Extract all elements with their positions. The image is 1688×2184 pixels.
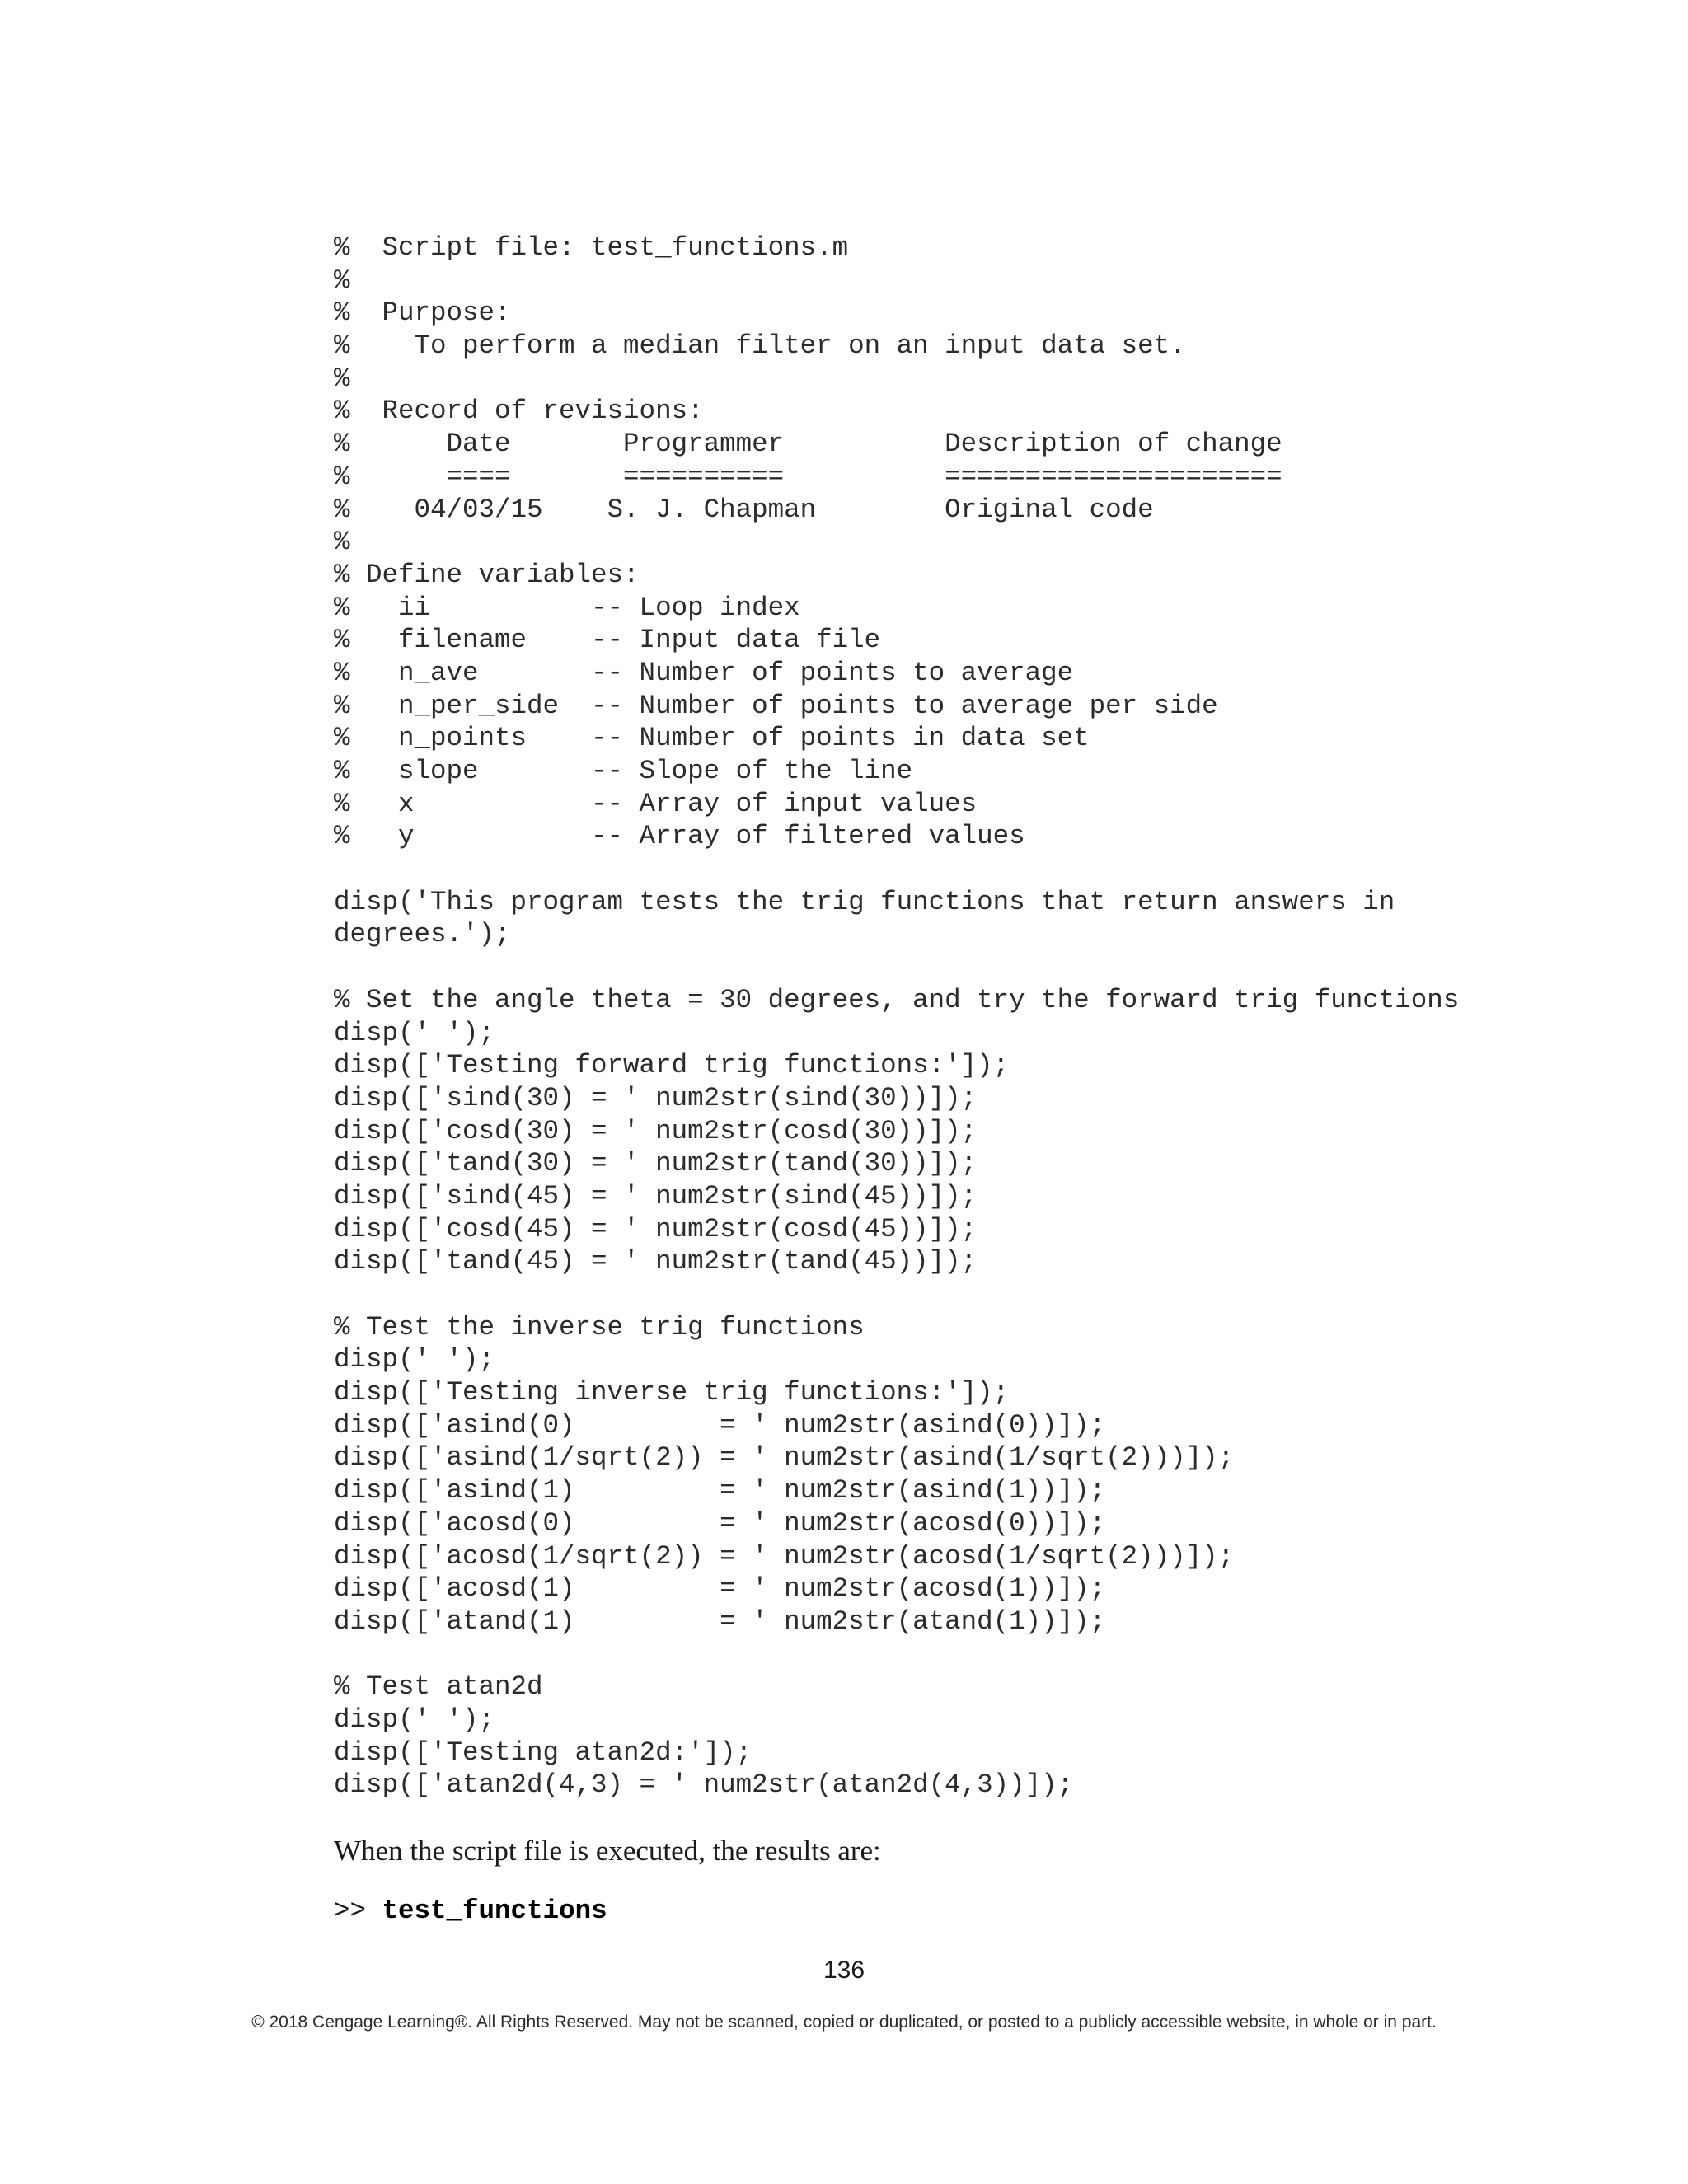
command-prompt-line [334,1896,607,1926]
code-line: % Define variables: [334,559,640,590]
code-line: disp(' '); [334,1344,495,1376]
code-line: % ii -- Loop index [334,592,800,623]
code-line: % Record of revisions: [334,396,704,427]
code-line: disp('This program tests the trig functions that return answers in [334,886,1395,917]
body-paragraph: When the script file is executed, the results are: [334,1835,881,1867]
code-line: disp(['Testing atan2d:']); [334,1736,753,1768]
code-line: % [334,527,350,558]
code-line: % 04/03/15 S. J. Chapman Original code [334,494,1154,525]
code-line: % [334,265,350,296]
code-line [334,951,1653,984]
code-line: disp(['Testing forward trig functions:']); [334,1050,1010,1081]
prompt-command: test_functions [382,1896,607,1926]
code-line: disp(['tand(45) = ' num2str(tand(45))]); [334,1246,978,1277]
code-line: % filename -- Input data file [334,625,881,656]
code-listing [334,232,1653,1802]
code-line: disp(['asind(0) = ' num2str(asind(0))]); [334,1409,1106,1441]
code-line: disp(['sind(30) = ' num2str(sind(30))]); [334,1082,978,1113]
page-number: 136 [823,1957,865,1984]
code-line: disp(['tand(30) = ' num2str(tand(30))]); [334,1148,978,1179]
code-line: disp(['asind(1) = ' num2str(asind(1))]); [334,1475,1106,1507]
code-line [334,1278,1653,1311]
prompt-symbol: >> [334,1896,367,1926]
code-line: % n_points -- Number of points in data set [334,723,1090,754]
code-line: % slope -- Slope of the line [334,756,913,786]
code-line: disp(['acosd(1) = ' num2str(acosd(1))]); [334,1573,1106,1605]
code-line: disp(['atan2d(4,3) = ' num2str(atan2d(4,3))]); [334,1769,1074,1801]
code-line: % Set the angle theta = 30 degrees, and try the forward trig functions [334,984,1460,1015]
code-line: disp(['cosd(30) = ' num2str(cosd(30))]); [334,1115,978,1146]
code-line: disp(['cosd(45) = ' num2str(cosd(45))]); [334,1213,978,1244]
code-line: % y -- Array of filtered values [334,821,1025,852]
code-line [334,853,1653,886]
code-line: % Script file: test_functions.m [334,232,849,263]
code-line: disp(' '); [334,1017,495,1048]
code-line [334,1638,1653,1671]
code-line: % Purpose: [334,298,511,329]
code-line: disp(['acosd(0) = ' num2str(acosd(0))]); [334,1507,1106,1539]
code-line: % [334,363,350,394]
code-line: disp(['Testing inverse trig functions:']); [334,1377,1010,1408]
code-line: % To perform a median filter on an input data set. [334,330,1186,362]
code-line: % Date Programmer Description of change [334,429,1282,460]
code-line: % ==== ========== ===================== [334,461,1282,492]
code-line: % Test the inverse trig functions [334,1311,865,1343]
code-line: % x -- Array of input values [334,788,978,819]
code-line: degrees.'); [334,919,511,950]
code-line: disp(['acosd(1/sqrt(2)) = ' num2str(acosd(1/sqrt(2)))]); [334,1540,1235,1572]
code-line: disp(' '); [334,1704,495,1735]
code-line: disp(['atand(1) = ' num2str(atand(1))]); [334,1605,1106,1637]
code-line: % n_ave -- Number of points to average [334,657,1074,688]
code-line: % Test atan2d [334,1671,543,1703]
copyright-notice: © 2018 Cengage Learning®. All Rights Reserved. May not be scanned, copied or duplicated, or posted to a publicly accessible website, in whole or in part. [251,2013,1437,2032]
code-line: disp(['asind(1/sqrt(2)) = ' num2str(asind(1/sqrt(2)))]); [334,1442,1235,1474]
code-line: disp(['sind(45) = ' num2str(sind(45))]); [334,1180,978,1212]
code-line: % n_per_side -- Number of points to average per side [334,690,1218,721]
